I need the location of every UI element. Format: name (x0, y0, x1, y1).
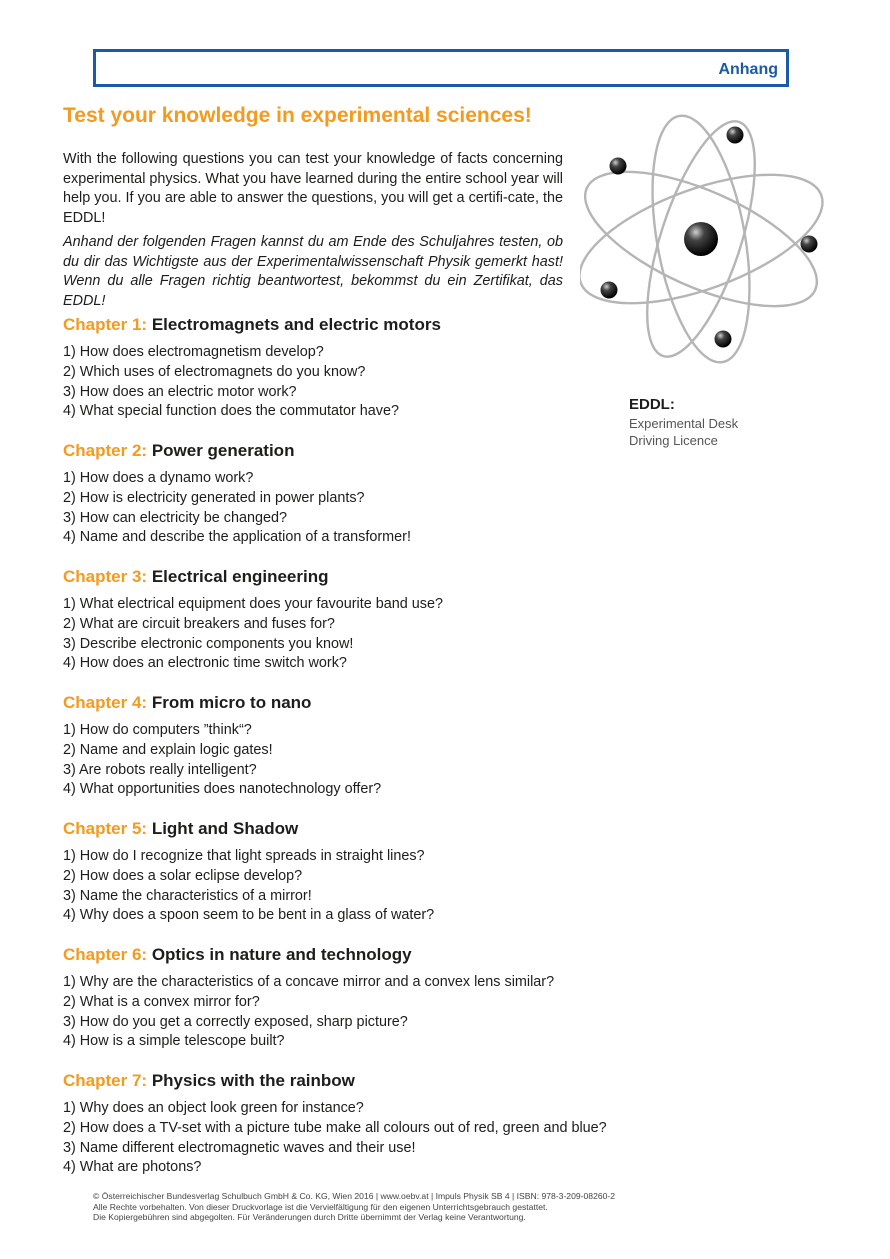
question: 2) What are circuit breakers and fuses for? (63, 615, 335, 632)
eddl-line: Driving Licence (629, 433, 718, 448)
question: 2) How does a TV-set with a picture tube make all colours out of red, green and blue? (63, 1119, 607, 1136)
chapter-number: Chapter 6: (63, 945, 148, 964)
question-list (63, 973, 663, 1052)
chapter-heading (63, 692, 663, 714)
chapter-heading (63, 818, 663, 840)
chapter-2 (63, 440, 663, 548)
question: 2) What is a convex mirror for? (63, 993, 260, 1010)
question: 3) Name the characteristics of a mirror! (63, 887, 312, 904)
chapter-4 (63, 692, 663, 800)
chapter-name: Electrical engineering (151, 567, 329, 586)
chapter-heading (63, 1070, 663, 1092)
electron (801, 236, 818, 253)
chapter-6 (63, 944, 663, 1052)
question: 4) What are photons? (63, 1159, 202, 1176)
chapter-1 (63, 314, 663, 422)
question: 4) What opportunities does nanotechnology offer? (63, 781, 382, 798)
chapter-name: Physics with the rainbow (151, 1071, 355, 1090)
question-list (63, 1099, 663, 1178)
nucleus (684, 222, 718, 256)
question: 2) How is electricity generated in power plants? (63, 489, 365, 506)
eddl-title: EDDL: (629, 396, 675, 413)
question: 3) Describe electronic components you know! (63, 635, 354, 652)
intro-german: Anhand der folgenden Fragen kannst du am Ende des Schuljahres testen, ob du dir das Wichtigste aus der Experimentalwissenschaft Physik gemerkt hast! Wenn du alle Fragen richtig beantwortest, bekommst du ein Zertifikat, das EDDL! (63, 234, 563, 309)
question: 4) What special function does the commutator have? (63, 403, 399, 420)
question: 4) Why does a spoon seem to be bent in a glass of water? (63, 907, 435, 924)
section-label: Anhang (718, 61, 778, 78)
chapter-name: From micro to nano (151, 693, 312, 712)
question-list (63, 469, 663, 548)
question: 1) How does electromagnetism develop? (63, 344, 324, 360)
electron (610, 158, 627, 175)
question: 3) Are robots really intelligent? (63, 761, 257, 778)
question: 3) How can electricity be changed? (63, 509, 287, 526)
question: 3) How do you get a correctly exposed, sharp picture? (63, 1013, 408, 1030)
question: 1) What electrical equipment does your favourite band use? (63, 596, 443, 612)
chapter-number: Chapter 2: (63, 441, 148, 460)
electron (727, 127, 744, 144)
chapter-heading (63, 566, 663, 588)
chapter-number: Chapter 5: (63, 819, 148, 838)
question: 2) Which uses of electromagnets do you know? (63, 363, 366, 380)
question: 4) How does an electronic time switch work? (63, 655, 347, 672)
chapter-heading (63, 944, 663, 966)
question: 3) Name different electromagnetic waves and their use! (63, 1139, 416, 1156)
page-title: Test your knowledge in experimental sciences! (63, 104, 532, 127)
copyright-footer (93, 1191, 615, 1223)
chapter-name: Power generation (151, 441, 295, 460)
chapter-number: Chapter 3: (63, 567, 148, 586)
chapter-number: Chapter 4: (63, 693, 148, 712)
eddl-line: Experimental Desk (629, 416, 739, 431)
chapter-name: Optics in nature and technology (151, 945, 412, 964)
header-frame (93, 49, 789, 87)
question: 1) How do I recognize that light spreads in straight lines? (63, 848, 425, 864)
question-list (63, 595, 663, 674)
intro-english: With the following questions you can test your knowledge of facts concerning experimental physics. What you have learned during the entire school year will help you. If you are able to answer the questions, you will get a certifi-cate, the EDDL! (63, 151, 563, 226)
chapter-name: Electromagnets and electric motors (151, 315, 441, 334)
question: 2) How does a solar eclipse develop? (63, 867, 303, 884)
question: 1) How does a dynamo work? (63, 470, 254, 486)
question: 1) Why are the characteristics of a concave mirror and a convex lens similar? (63, 974, 555, 990)
footer-line: Alle Rechte vorbehalten. Von dieser Druckvorlage ist die Vervielfältigung für den eigenen Unterrichtsgebrauch gestattet. (93, 1201, 548, 1212)
chapter-heading (63, 440, 663, 462)
chapter-heading (63, 314, 663, 336)
question: 3) How does an electric motor work? (63, 383, 297, 400)
chapter-number: Chapter 7: (63, 1071, 148, 1090)
question-list (63, 847, 663, 926)
footer-line: Die Kopiergebühren sind abgegolten. Für Veränderungen durch Dritte übernimmt der Verlag keine Verantwortung. (93, 1212, 526, 1223)
question: 4) Name and describe the application of a transformer! (63, 529, 411, 546)
question: 4) How is a simple telescope built? (63, 1033, 285, 1050)
chapter-3 (63, 566, 663, 674)
question: 1) Why does an object look green for instance? (63, 1100, 364, 1116)
chapter-7 (63, 1070, 663, 1178)
chapter-5 (63, 818, 663, 926)
footer-line: © Österreichischer Bundesverlag Schulbuch GmbH & Co. KG, Wien 2016 | www.oebv.at | Impuls Physik SB 4 | ISBN: 978-3-209-08260-2 (93, 1191, 616, 1201)
electron (715, 331, 732, 348)
chapter-name: Light and Shadow (151, 819, 299, 838)
question: 2) Name and explain logic gates! (63, 741, 273, 758)
electron (601, 282, 618, 299)
question-list (63, 721, 663, 800)
question-list (63, 343, 663, 422)
question: 1) How do computers ”think“? (63, 722, 252, 738)
chapter-number: Chapter 1: (63, 315, 148, 334)
